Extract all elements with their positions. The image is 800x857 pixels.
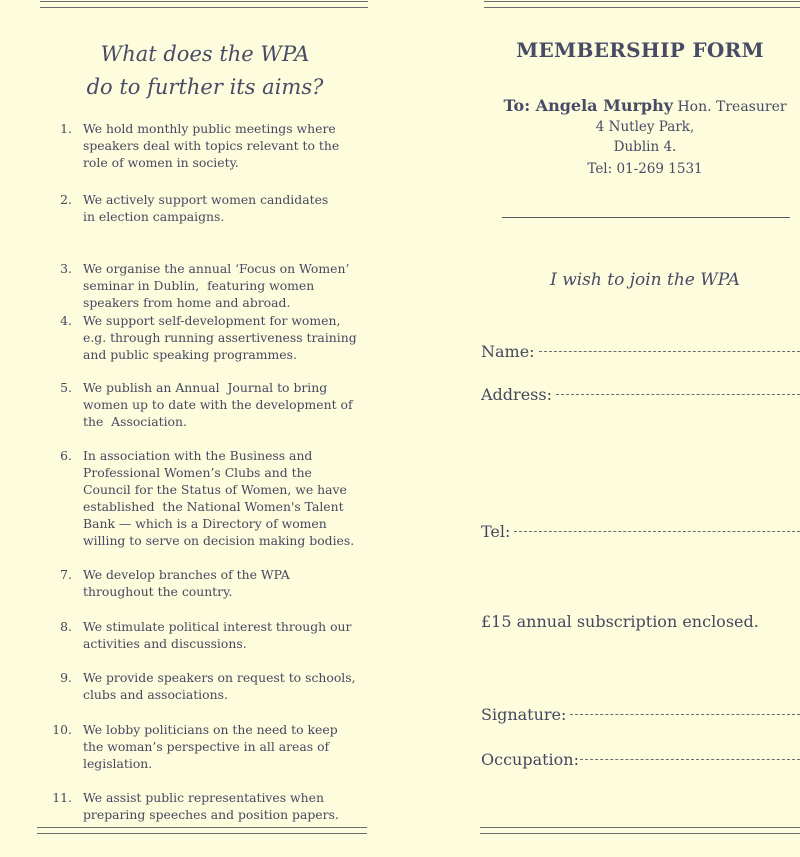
aim-text-line: speakers from home and abroad. <box>83 295 291 310</box>
aim-text-line: the Association. <box>83 414 187 429</box>
aim-text-line: Bank — which is a Directory of women <box>83 516 327 531</box>
aim-text <box>83 120 373 171</box>
recipient-name: To: Angela Murphy <box>503 96 673 115</box>
aim-text-line: We organise the annual ‘Focus on Women’ <box>83 261 350 276</box>
treasurer-tel: Tel: 01-269 1531 <box>587 161 703 177</box>
address-divider <box>502 217 790 218</box>
tel-field[interactable] <box>481 522 800 541</box>
right-bottom-rule <box>480 827 800 834</box>
aim-text <box>83 669 373 703</box>
aim-number: 3. <box>60 261 72 276</box>
aim-text-line: willing to serve on decision making bodies. <box>83 533 355 548</box>
aim-text-line: We actively support women candidates <box>83 192 329 207</box>
aim-number: 6. <box>60 448 72 463</box>
aim-text <box>83 191 373 225</box>
name-line[interactable] <box>539 351 800 352</box>
left-top-rule <box>40 1 368 8</box>
aim-number: 5. <box>60 380 72 395</box>
aim-number: 9. <box>60 670 72 685</box>
aim-text <box>83 260 373 311</box>
occupation-label: Occupation: <box>481 750 579 769</box>
address-field[interactable] <box>481 385 800 404</box>
aim-text-line: activities and discussions. <box>83 636 247 651</box>
aim-text-line: seminar in Dublin, featuring women <box>83 278 315 293</box>
occupation-field[interactable] <box>481 750 800 769</box>
aim-text-line: We lobby politicians on the need to keep <box>83 722 338 737</box>
aim-text-line: We stimulate political interest through our <box>83 619 352 634</box>
recipient-line <box>480 96 800 115</box>
address-field-line2[interactable] <box>481 430 800 431</box>
aim-text <box>83 789 373 823</box>
aims-heading-line1: What does the WPA <box>100 42 310 66</box>
tel-label: Tel: <box>481 522 511 541</box>
subscription-note: £15 annual subscription enclosed. <box>481 612 759 631</box>
aim-text-line: the woman’s perspective in all areas of <box>83 739 330 754</box>
left-bottom-rule <box>37 827 367 834</box>
aim-text <box>83 721 373 772</box>
form-title: MEMBERSHIP FORM <box>516 38 764 62</box>
aim-text <box>83 312 373 363</box>
aims-heading <box>40 38 370 104</box>
recipient-role: Hon. Treasurer <box>677 99 787 115</box>
aim-text-line: legislation. <box>83 756 153 771</box>
aim-text-line: and public speaking programmes. <box>83 347 297 362</box>
aim-text-line: established the National Women's Talent <box>83 499 344 514</box>
aim-text-line: Council for the Status of Women, we have <box>83 482 347 497</box>
join-heading: I wish to join the WPA <box>550 270 740 290</box>
aim-text-line: speakers deal with topics relevant to the <box>83 138 340 153</box>
aim-text-line: In association with the Business and <box>83 448 313 463</box>
address-line1: 4 Nutley Park, <box>595 119 695 135</box>
name-label: Name: <box>481 342 535 361</box>
address-field-line3[interactable] <box>481 477 800 478</box>
aim-number: 11. <box>52 790 72 805</box>
aim-text <box>83 618 373 652</box>
aim-text-line: We develop branches of the WPA <box>83 567 290 582</box>
aim-text-line: preparing speeches and position papers. <box>83 807 339 822</box>
aim-text-line: We hold monthly public meetings where <box>83 121 336 136</box>
signature-label: Signature: <box>481 705 567 724</box>
address-line2: Dublin 4. <box>613 139 677 155</box>
aim-number: 1. <box>60 121 72 136</box>
tel-line[interactable] <box>514 531 800 532</box>
aim-text-line: e.g. through running assertiveness training <box>83 330 357 345</box>
aim-text-line: We support self-development for women, <box>83 313 341 328</box>
name-field[interactable] <box>481 342 800 361</box>
aims-heading-line2: do to further its aims? <box>86 75 324 99</box>
aim-text-line: in election campaigns. <box>83 209 225 224</box>
signature-field[interactable] <box>481 705 800 724</box>
aim-text-line: role of women in society. <box>83 155 239 170</box>
aim-text <box>83 379 373 430</box>
aim-number: 4. <box>60 313 72 328</box>
aim-text-line: We publish an Annual Journal to bring <box>83 380 328 395</box>
aim-number: 7. <box>60 567 72 582</box>
signature-line[interactable] <box>570 714 800 715</box>
right-top-rule <box>484 1 800 8</box>
occupation-line[interactable] <box>580 759 800 760</box>
aim-number: 10. <box>52 722 72 737</box>
aim-number: 8. <box>60 619 72 634</box>
aim-text-line: women up to date with the development of <box>83 397 353 412</box>
aim-number: 2. <box>60 192 72 207</box>
aim-text-line: We provide speakers on request to schools, <box>83 670 356 685</box>
aim-text <box>83 566 373 600</box>
aim-text-line: Professional Women’s Clubs and the <box>83 465 312 480</box>
address-label: Address: <box>481 385 552 404</box>
address-line[interactable] <box>556 394 800 395</box>
aim-text <box>83 447 373 549</box>
aim-text-line: We assist public representatives when <box>83 790 324 805</box>
aim-text-line: clubs and associations. <box>83 687 228 702</box>
aim-text-line: throughout the country. <box>83 584 233 599</box>
